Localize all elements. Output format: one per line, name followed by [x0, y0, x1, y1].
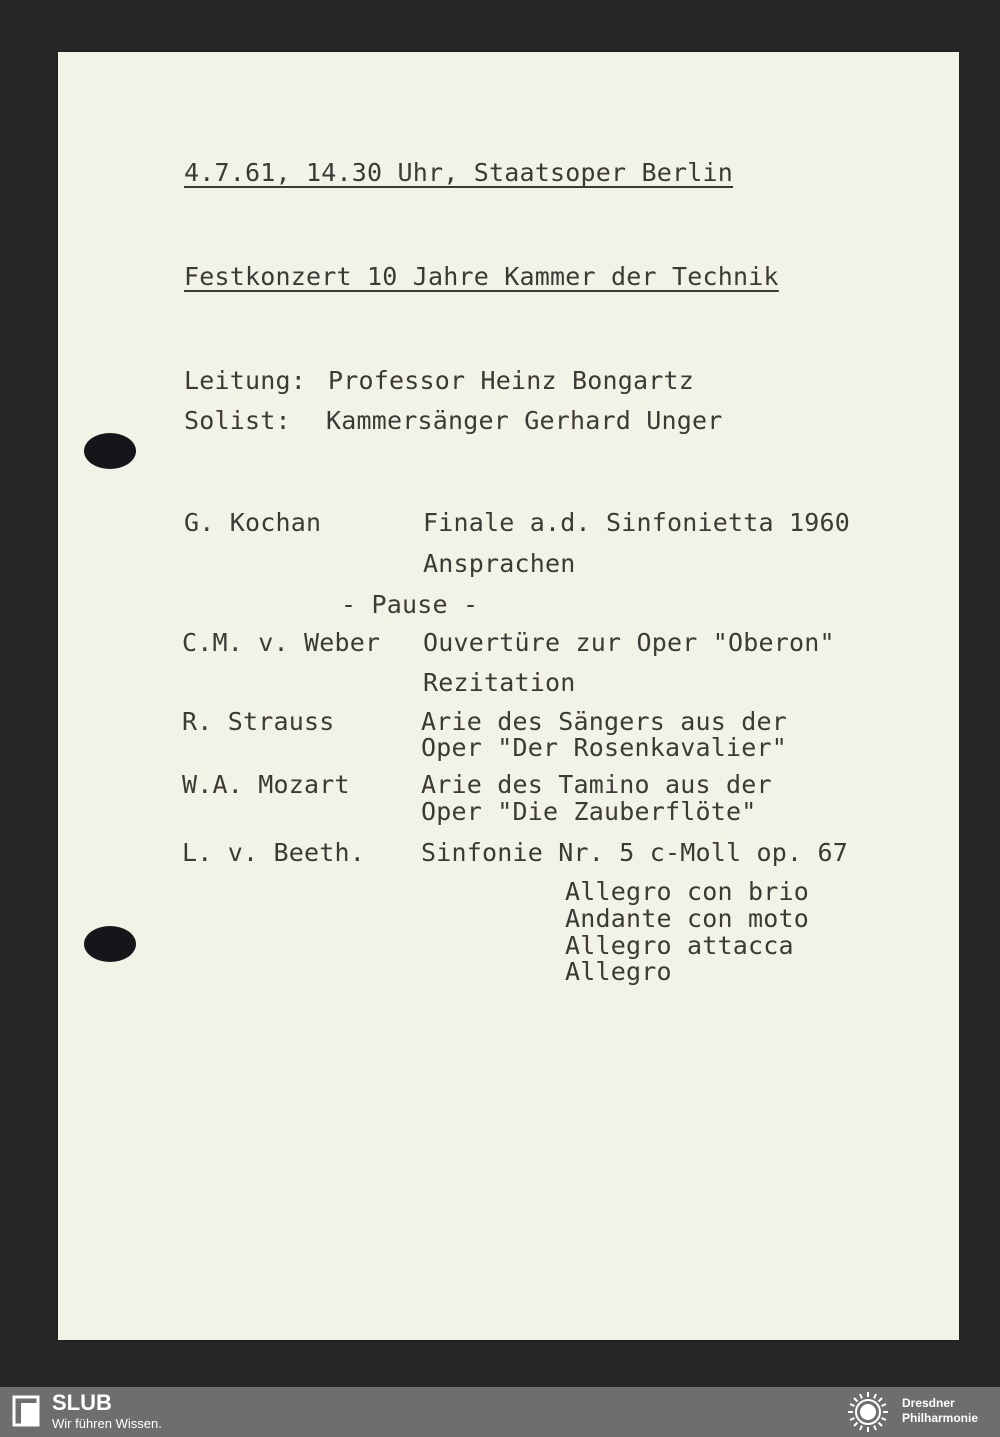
program-work: Ouvertüre zur Oper "Oberon"	[423, 628, 835, 657]
slub-title: SLUB	[52, 1390, 112, 1415]
program-composer: L. v. Beeth.	[182, 838, 366, 867]
heading-event: Festkonzert 10 Jahre Kammer der Technik	[184, 262, 779, 291]
solist-label: Solist:	[184, 406, 291, 435]
program-composer: G. Kochan	[184, 508, 322, 537]
program-work-line2: Oper "Der Rosenkavalier"	[421, 733, 788, 762]
program-work: Arie des Sängers aus der	[421, 707, 788, 736]
leitung-label: Leitung:	[184, 366, 307, 395]
philharmonie-line2: Philharmonie	[902, 1411, 979, 1425]
program-work: Ansprachen	[423, 549, 576, 578]
punch-hole-bottom	[84, 926, 136, 962]
leitung-value: Professor Heinz Bongartz	[328, 366, 695, 395]
solist-value: Kammersänger Gerhard Unger	[326, 406, 723, 435]
program-composer: C.M. v. Weber	[182, 628, 381, 657]
footer-bar	[0, 1387, 1000, 1437]
punch-hole-top	[84, 433, 136, 469]
movement: Allegro con brio	[565, 877, 810, 906]
movement: Andante con moto	[565, 904, 810, 933]
program-work: Rezitation	[423, 668, 576, 697]
program-pause: - Pause -	[341, 590, 479, 619]
program-work: Sinfonie Nr. 5 c-Moll op. 67	[421, 838, 849, 867]
philharmonie-line1: Dresdner	[902, 1396, 955, 1410]
program-composer: W.A. Mozart	[182, 770, 350, 799]
movement: Allegro attacca	[565, 931, 794, 960]
program-composer: R. Strauss	[182, 707, 335, 736]
program-work: Finale a.d. Sinfonietta 1960	[423, 508, 851, 537]
document-page	[58, 52, 959, 1340]
slub-tagline: Wir führen Wissen.	[52, 1416, 162, 1431]
program-work-line2: Oper "Die Zauberflöte"	[421, 797, 757, 826]
program-work: Arie des Tamino aus der	[421, 770, 772, 799]
philharmonie-logo-icon	[842, 1390, 894, 1434]
philharmonie-name	[902, 1396, 978, 1426]
slub-logo-icon	[12, 1395, 42, 1427]
movement: Allegro	[565, 957, 672, 986]
heading-date-place: 4.7.61, 14.30 Uhr, Staatsoper Berlin	[184, 158, 734, 187]
